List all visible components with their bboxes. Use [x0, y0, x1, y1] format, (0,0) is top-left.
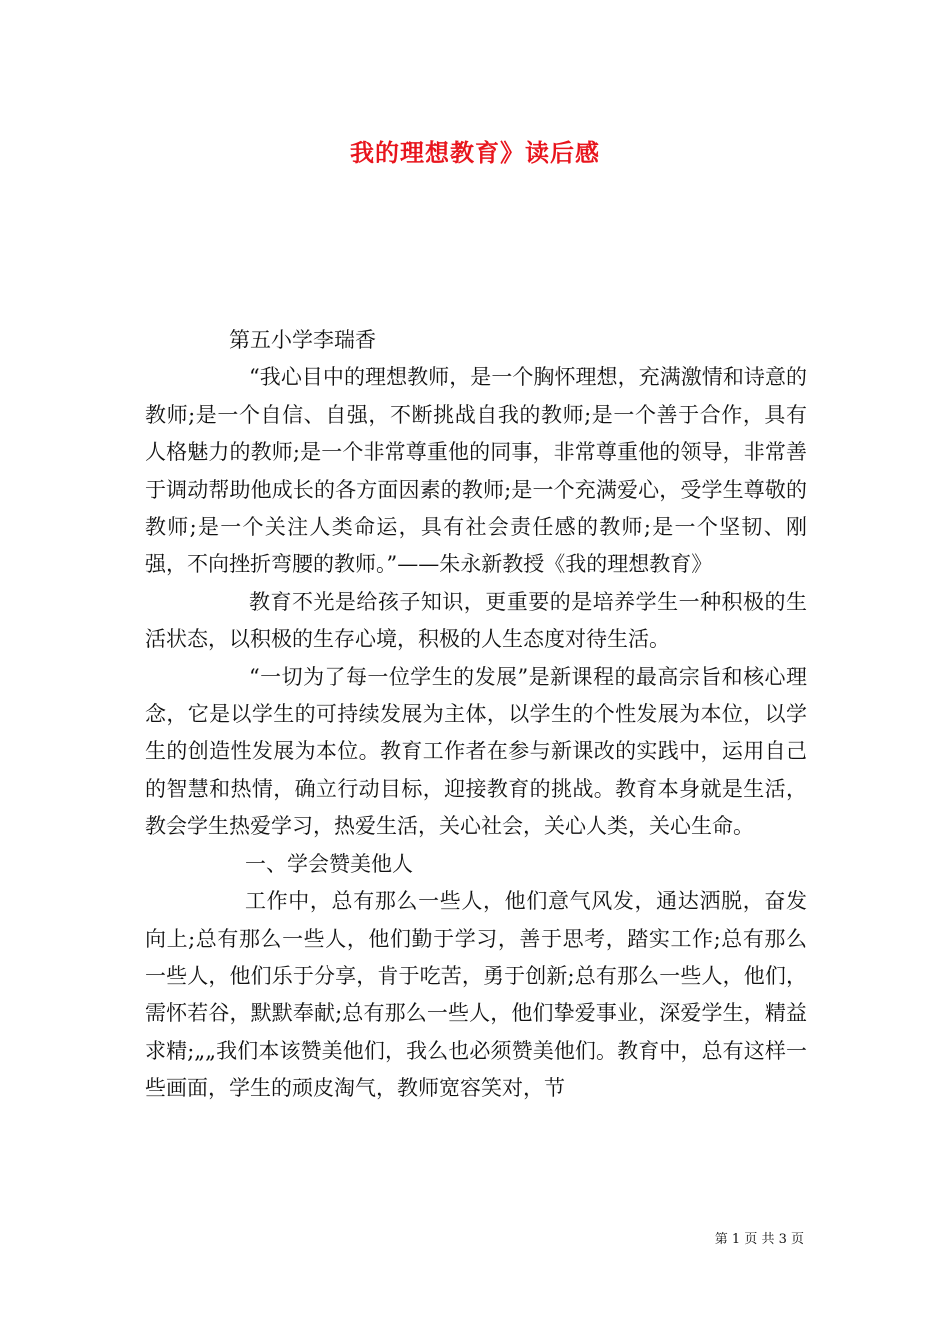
document-title: 我的理想教育》读后感 — [350, 138, 600, 167]
author-line: 第五小学李瑞香 — [229, 328, 376, 352]
paragraph-curriculum: “一切为了每一位学生的发展”是新课程的最高宗旨和核心理念，它是以学生的可持续发展为主体，以学生的个性发展为本位，以学生的创造性发展为本位。教育工作者在参与新课改的实践中，运用自己的智慧和热情，确立行动目标，迎接教育的挑战。教育本身就是生活，教会学生热爱学习，热爱生活，关心社会，关心人类，关心生命。 — [145, 664, 807, 839]
paragraph-education: 教育不光是给孩子知识，更重要的是培养学生一种积极的生活状态，以积极的生存心境，积极的人生态度对待生活。 — [145, 589, 807, 652]
document-body — [145, 322, 807, 1108]
paragraph-quote: “我心目中的理想教师，是一个胸怀理想，充满激情和诗意的教师;是一个自信、自强，不断挑战自我的教师;是一个善于合作，具有人格魅力的教师;是一个非常尊重他的同事，非常尊重他的领导，非常善于调动帮助他成长的各方面因素的教师;是一个充满爱心，受学生尊敬的教师;是一个关注人类命运，具有社会责任感的教师;是一个坚韧、刚强，不向挫折弯腰的教师。”——朱永新教授《我的理想教育》 — [145, 365, 807, 577]
paragraph-praise: 工作中，总有那么一些人，他们意气风发，通达洒脱，奋发向上;总有那么一些人，他们勤于学习，善于思考，踏实工作;总有那么一些人，他们乐于分享，肯于吃苦，勇于创新;总有那么一些人，他们，需怀若谷，默默奉献;总有那么一些人，他们挚爱事业，深爱学生，精益求精;„„我们本该赞美他们，我么也必须赞美他们。教育中，总有这样一些画面，学生的顽皮淘气，教师宽容笑对，节 — [145, 889, 807, 1101]
page-number: 第 1 页 共 3 页 — [714, 1232, 804, 1247]
section-heading: 一、学会赞美他人 — [245, 851, 413, 876]
